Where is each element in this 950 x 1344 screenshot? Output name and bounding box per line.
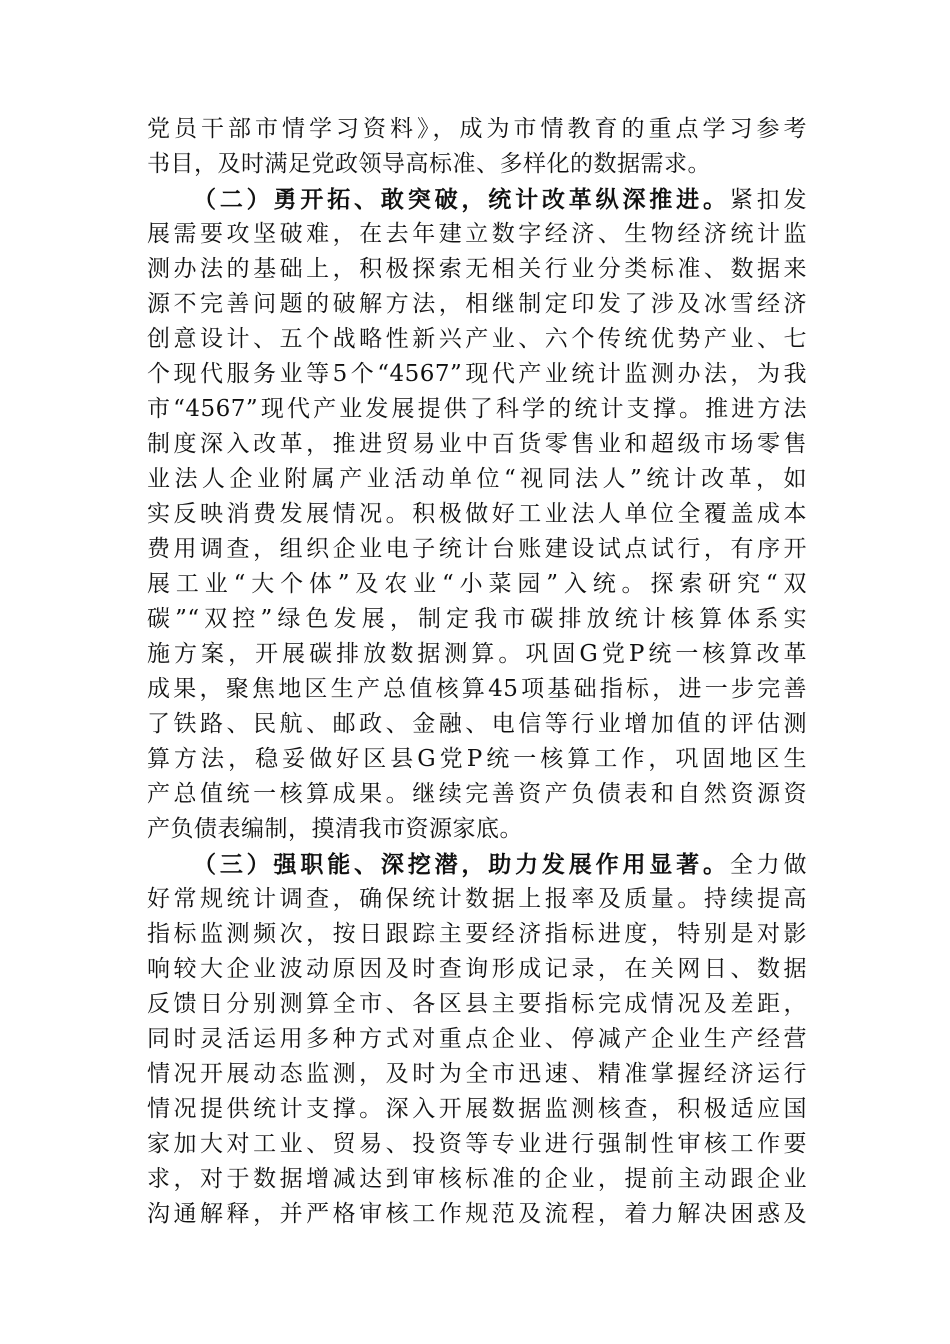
text-line xyxy=(147,532,807,567)
section-heading: （二）勇开拓、敢突破，统计改革纵深推进。 xyxy=(193,186,730,213)
text-line xyxy=(147,427,807,462)
section-heading: （三）强职能、深挖潜，助力发展作用显著。 xyxy=(193,851,730,878)
line-text: 响较大企业波动原因及时查询形成记录，在关网日、数据 xyxy=(147,956,807,982)
text-line xyxy=(147,1127,807,1162)
body-text xyxy=(147,112,807,1232)
text-line xyxy=(147,287,807,322)
text-line xyxy=(147,497,807,532)
line-text: 展需要攻坚破难，在去年建立数字经济、生物经济统计监 xyxy=(147,221,807,247)
text-line xyxy=(147,1162,807,1197)
line-text: 求，对于数据增减达到审核标准的企业，提前主动跟企业 xyxy=(147,1166,807,1192)
line-text: 个现代服务业等5个“4567”现代产业统计监测办法，为我 xyxy=(147,361,807,387)
text-line xyxy=(147,1092,807,1127)
text-line xyxy=(147,637,807,672)
line-text: 业法人企业附属产业活动单位“视同法人”统计改革，如 xyxy=(147,466,807,492)
line-text: 费用调查，组织企业电子统计台账建设试点试行，有序开 xyxy=(147,536,807,562)
text-line xyxy=(147,357,807,392)
line-text: 指标监测频次，按日跟踪主要经济指标进度，特别是对影 xyxy=(147,921,807,947)
line-text: 反馈日分别测算全市、各区县主要指标完成情况及差距， xyxy=(147,991,807,1017)
text-line xyxy=(147,462,807,497)
text-line xyxy=(147,672,807,707)
text-line xyxy=(147,392,807,427)
line-text: 了铁路、民航、邮政、金融、电信等行业增加值的评估测 xyxy=(147,711,807,737)
line-text: 制度深入改革，推进贸易业中百货零售业和超级市场零售 xyxy=(147,431,807,457)
line-text: 好常规统计调查，确保统计数据上报率及质量。持续提高 xyxy=(147,886,807,912)
text-line xyxy=(147,812,807,847)
line-text: 沟通解释，并严格审核工作规范及流程，着力解决困惑及 xyxy=(147,1201,807,1227)
text-line xyxy=(147,777,807,812)
line-text: 展工业“大个体”及农业“小菜园”入统。探索研究“双 xyxy=(147,571,807,597)
line-text: 全力做 xyxy=(729,852,808,878)
line-text: 情况提供统计支撑。深入开展数据监测核查，积极适应国 xyxy=(147,1096,807,1122)
text-line xyxy=(147,112,807,147)
line-text: 产总值统一核算成果。继续完善资产负债表和自然资源资 xyxy=(147,781,807,807)
line-text: 家加大对工业、贸易、投资等专业进行强制性审核工作要 xyxy=(147,1131,807,1157)
line-text: 成果，聚焦地区生产总值核算45项基础指标，进一步完善 xyxy=(147,676,807,702)
line-text: 党员干部市情学习资料》，成为市情教育的重点学习参考 xyxy=(147,116,807,142)
text-line xyxy=(147,707,807,742)
text-line xyxy=(147,602,807,637)
text-line xyxy=(147,217,807,252)
line-text: 算方法，稳妥做好区县G党P统一核算工作，巩固地区生 xyxy=(147,746,807,772)
text-line xyxy=(147,987,807,1022)
line-text: 产负债表编制，摸清我市资源家底。 xyxy=(147,816,523,842)
text-line xyxy=(147,252,807,287)
line-text: 紧扣发 xyxy=(729,187,808,213)
text-line xyxy=(147,882,807,917)
line-text: 源不完善问题的破解方法，相继制定印发了涉及冰雪经济 xyxy=(147,291,807,317)
text-line xyxy=(147,567,807,602)
text-line xyxy=(147,742,807,777)
line-text: 书目，及时满足党政领导高标准、多样化的数据需求。 xyxy=(147,151,711,177)
line-text: 市“4567”现代产业发展提供了科学的统计支撑。推进方法 xyxy=(147,396,807,422)
line-text: 情况开展动态监测，及时为全市迅速、精准掌握经济运行 xyxy=(147,1061,807,1087)
text-line xyxy=(147,1197,807,1232)
line-text: 创意设计、五个战略性新兴产业、六个传统优势产业、七 xyxy=(147,326,807,352)
line-text: 同时灵活运用多种方式对重点企业、停减产企业生产经营 xyxy=(147,1026,807,1052)
text-line xyxy=(147,1057,807,1092)
text-line xyxy=(147,322,807,357)
text-line xyxy=(147,1022,807,1057)
line-text: 碳”“双控”绿色发展，制定我市碳排放统计核算体系实 xyxy=(147,606,807,632)
text-line xyxy=(147,182,807,217)
text-line xyxy=(147,917,807,952)
line-text: 实反映消费发展情况。积极做好工业法人单位全覆盖成本 xyxy=(147,501,807,527)
text-line xyxy=(147,847,807,882)
line-text: 测办法的基础上，积极探索无相关行业分类标准、数据来 xyxy=(147,256,807,282)
line-text: 施方案，开展碳排放数据测算。巩固G党P统一核算改革 xyxy=(147,641,807,667)
text-line xyxy=(147,147,807,182)
text-line xyxy=(147,952,807,987)
